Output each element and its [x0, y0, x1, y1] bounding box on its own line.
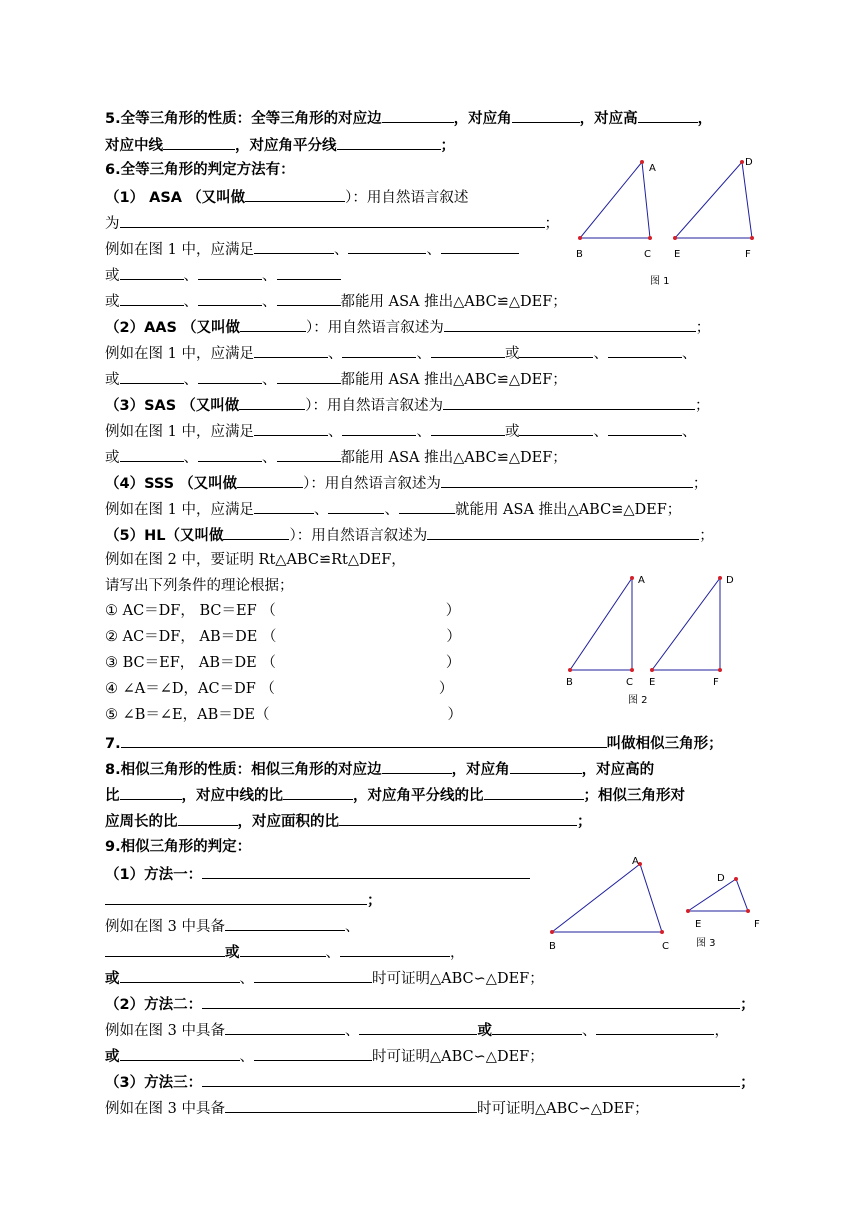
- blank[interactable]: [638, 107, 698, 123]
- q9-eg1b: [105, 941, 465, 963]
- text: 、: [183, 294, 198, 310]
- text: ）：用自然语言叙述为: [306, 320, 444, 336]
- text: 、: [239, 1049, 254, 1065]
- triangle-def: [675, 162, 752, 238]
- q9-eg2: [105, 1019, 729, 1041]
- triangle-def: [652, 578, 720, 670]
- blank[interactable]: [202, 1071, 740, 1087]
- blank[interactable]: [596, 1019, 714, 1035]
- text: 、: [593, 346, 608, 362]
- text: ⑤ ∠B＝∠E，AB＝DE（: [105, 707, 270, 723]
- blank[interactable]: [399, 498, 455, 514]
- text: 例如在图 1 中，应满足: [105, 502, 254, 518]
- label-b: B: [576, 249, 583, 260]
- label-e: E: [649, 677, 656, 688]
- text: ，对应面积的比: [237, 814, 339, 830]
- text: ）: [445, 655, 461, 671]
- q5-text: 5.全等三角形的性质：全等三角形的对应边: [105, 111, 382, 127]
- text: 例如在图 3 中具备: [105, 1023, 225, 1039]
- hl-eg: 例如在图 2 中，要证明 Rt△ABC≌Rt△DEF，: [105, 552, 406, 568]
- blank[interactable]: [382, 758, 452, 774]
- blank[interactable]: [105, 941, 225, 957]
- blank[interactable]: [121, 732, 607, 748]
- text: 、: [313, 502, 329, 518]
- text: 例如在图 1 中，应满足: [105, 346, 254, 362]
- text: 时可证明△ABC∽△DEF；: [476, 1101, 649, 1117]
- text: ；相似三角形对: [583, 788, 685, 804]
- text: 或: [105, 450, 120, 466]
- text: 8.相似三角形的性质：相似三角形的对应边: [105, 762, 382, 778]
- text: 、: [344, 1023, 360, 1039]
- blank[interactable]: [239, 394, 305, 410]
- text: 、: [183, 450, 198, 466]
- text: ；: [544, 216, 559, 232]
- text: 、: [416, 424, 431, 440]
- text: ）：用自然语言叙述为: [305, 398, 443, 414]
- text: ）: [445, 603, 461, 619]
- text: 、: [262, 450, 277, 466]
- figure-1: [570, 150, 770, 290]
- text: ）：用自然语言叙述为: [303, 476, 441, 492]
- asa-or2: [105, 290, 567, 312]
- label-f: F: [754, 919, 760, 930]
- text: 例如在图 3 中具备: [105, 919, 225, 935]
- blank[interactable]: [342, 420, 416, 436]
- text: 就能用 ASA 推出△ABC≌△DEF；: [454, 502, 682, 518]
- blank[interactable]: [254, 420, 328, 436]
- figure-3-caption: 图 3: [696, 938, 716, 949]
- blank[interactable]: [198, 290, 262, 306]
- label-c: C: [626, 677, 633, 688]
- blank[interactable]: [120, 967, 240, 983]
- blank[interactable]: [225, 1019, 345, 1035]
- label-a: A: [638, 575, 645, 586]
- blank[interactable]: [340, 941, 450, 957]
- label-e: E: [674, 249, 681, 260]
- sss-line: [105, 472, 707, 494]
- blank[interactable]: [202, 863, 530, 879]
- q8-line2: [105, 784, 685, 806]
- sas-or: [105, 446, 567, 468]
- blank[interactable]: [283, 784, 353, 800]
- text: 叫做相似三角形；: [606, 736, 723, 752]
- q5-text: ，对应高: [579, 111, 638, 127]
- text: 、: [384, 502, 399, 518]
- blank[interactable]: [519, 342, 593, 358]
- aas-line: [105, 316, 710, 338]
- text: 或: [105, 372, 120, 388]
- text: 、: [333, 242, 349, 258]
- m2-label: （2）方法二：: [105, 997, 203, 1013]
- text: 或: [504, 424, 520, 440]
- blank[interactable]: [512, 107, 580, 123]
- text: 为: [105, 216, 120, 232]
- q9-m1: [105, 863, 530, 885]
- hl-cond-2: [105, 627, 461, 647]
- text: 都能用 ASA 推出△ABC≌△DEF；: [340, 294, 567, 310]
- text: ）: [447, 707, 462, 723]
- blank[interactable]: [223, 524, 289, 540]
- hl-line: [105, 524, 714, 546]
- blank[interactable]: [608, 342, 682, 358]
- q5-text: 对应中线: [105, 138, 163, 154]
- text: 、: [325, 945, 340, 961]
- blank[interactable]: [339, 810, 577, 826]
- text: 、: [183, 268, 198, 284]
- m1-label: （1）方法一：: [105, 867, 203, 883]
- q9-eg1: [105, 915, 359, 937]
- text: ；: [577, 814, 592, 830]
- blank[interactable]: [198, 368, 262, 384]
- blank[interactable]: [254, 498, 314, 514]
- text: 、: [262, 372, 277, 388]
- text: 、: [426, 242, 441, 258]
- blank[interactable]: [225, 915, 345, 931]
- blank[interactable]: [120, 264, 184, 280]
- sas-eg: [105, 420, 696, 442]
- text: 、: [344, 919, 360, 935]
- q8-line3: [105, 810, 592, 832]
- text: 、: [681, 346, 697, 362]
- q5-text: ，对应角: [453, 111, 512, 127]
- blank[interactable]: [484, 784, 584, 800]
- triangle-abc: [552, 864, 662, 932]
- blank[interactable]: [337, 134, 441, 150]
- blank[interactable]: [163, 134, 235, 150]
- sas-line: [105, 394, 710, 416]
- triangle-abc: [570, 578, 632, 670]
- text: ）: [446, 629, 461, 645]
- text: 或: [225, 945, 240, 961]
- hl-cond-4: [105, 679, 453, 699]
- text: ① AC＝DF， BC＝EF （: [105, 603, 276, 619]
- aas-label: （2）AAS （又叫做: [105, 320, 241, 336]
- text: 、: [262, 294, 277, 310]
- label-b: B: [566, 677, 573, 688]
- text: 时可证明△ABC∽△DEF；: [372, 971, 544, 987]
- asa-line: [105, 186, 468, 208]
- text: ，对应中线的比: [181, 788, 283, 804]
- label-c: C: [644, 249, 651, 260]
- label-a: A: [649, 163, 656, 174]
- text: 或: [504, 346, 520, 362]
- blank[interactable]: [431, 342, 505, 358]
- text: ；: [695, 398, 710, 414]
- blank[interactable]: [348, 238, 426, 254]
- hl-cond-3: [105, 653, 460, 673]
- blank[interactable]: [237, 472, 303, 488]
- label-d: D: [717, 873, 725, 884]
- blank[interactable]: [240, 316, 306, 332]
- blank[interactable]: [178, 810, 238, 826]
- text: ② AC＝DF， AB＝DE （: [105, 629, 277, 645]
- blank[interactable]: [120, 446, 184, 462]
- q9-m2: [105, 993, 755, 1015]
- blank[interactable]: [225, 1097, 477, 1113]
- blank[interactable]: [443, 394, 695, 410]
- label-b: B: [549, 941, 556, 952]
- aas-or: [105, 368, 567, 390]
- asa-line2: [105, 212, 559, 234]
- q8-line1: [105, 758, 654, 780]
- blank[interactable]: [202, 993, 740, 1009]
- blank[interactable]: [120, 212, 545, 228]
- text: ；: [692, 476, 708, 492]
- blank[interactable]: [254, 342, 328, 358]
- asa-or1: [105, 264, 341, 286]
- blank[interactable]: [120, 784, 182, 800]
- text: ；: [740, 1075, 755, 1091]
- blank[interactable]: [240, 941, 326, 957]
- sas-label: （3）SAS （又叫做: [105, 398, 240, 414]
- text: 比: [105, 788, 120, 804]
- hl-ask: 请写出下列条件的理论根据；: [105, 578, 294, 594]
- asa-label: （1） ASA （又叫做: [105, 190, 246, 206]
- hl-label: （5）HL（又叫做: [105, 528, 224, 544]
- blank[interactable]: [277, 446, 341, 462]
- text: ；: [740, 997, 755, 1013]
- text: 应周长的比: [105, 814, 178, 830]
- q9-m1b: [105, 889, 382, 911]
- q5-line2: [105, 134, 455, 156]
- blank[interactable]: [427, 524, 699, 540]
- q9-eg3: [105, 1097, 649, 1119]
- blank[interactable]: [492, 1019, 582, 1035]
- label-d: D: [726, 575, 734, 586]
- text: 都能用 ASA 推出△ABC≌△DEF；: [340, 372, 567, 388]
- aas-eg: [105, 342, 696, 364]
- blank[interactable]: [328, 498, 384, 514]
- figure-2: [560, 570, 750, 710]
- blank[interactable]: [254, 1045, 372, 1061]
- blank[interactable]: [277, 290, 341, 306]
- blank[interactable]: [120, 368, 184, 384]
- sss-label: （4）SSS （又叫做: [105, 476, 238, 492]
- q9-eg1c: [105, 967, 544, 989]
- text: ，对应角: [451, 762, 510, 778]
- label-d: D: [745, 157, 753, 168]
- blank[interactable]: [105, 889, 367, 905]
- blank[interactable]: [444, 316, 696, 332]
- triangle-abc: [580, 162, 650, 238]
- label-a: A: [632, 856, 639, 867]
- q5-line1: [105, 107, 712, 129]
- text: 7.: [105, 736, 121, 752]
- blank[interactable]: [519, 420, 593, 436]
- q6-title: 6.全等三角形的判定方法有：: [105, 162, 295, 178]
- text: 、: [262, 268, 277, 284]
- text: ，: [714, 1023, 729, 1039]
- text: ）：用自然语言叙述为: [289, 528, 428, 544]
- q9-title: 9.相似三角形的判定：: [105, 839, 252, 855]
- label-c: C: [662, 941, 669, 952]
- text: 或: [105, 268, 120, 284]
- blank[interactable]: [342, 342, 416, 358]
- text: ；: [695, 320, 711, 336]
- blank[interactable]: [254, 967, 372, 983]
- q9-m3: [105, 1071, 755, 1093]
- text: 、: [327, 424, 343, 440]
- text: 或: [105, 971, 120, 987]
- figure-3: [540, 850, 770, 960]
- q5-text: ；: [440, 138, 455, 154]
- hl-cond-1: [105, 601, 460, 621]
- text: 、: [581, 1023, 597, 1039]
- text: ，对应角平分线的比: [353, 788, 484, 804]
- asa-text: ）：用自然语言叙述: [345, 190, 469, 206]
- text: ）: [438, 681, 454, 697]
- text: 、: [681, 424, 697, 440]
- m3-label: （3）方法三：: [105, 1075, 203, 1091]
- label-f: F: [745, 249, 751, 260]
- text: 、: [593, 424, 608, 440]
- text: ，: [450, 945, 465, 961]
- q9-eg2b: [105, 1045, 544, 1067]
- text: ，对应高的: [581, 762, 655, 778]
- blank[interactable]: [120, 290, 184, 306]
- text: 或: [105, 1049, 120, 1065]
- blank[interactable]: [441, 238, 519, 254]
- text: 或: [105, 294, 120, 310]
- q5-text: ，: [697, 111, 713, 127]
- figure-1-caption: 图 1: [650, 276, 670, 287]
- blank[interactable]: [277, 368, 341, 384]
- text: 都能用 ASA 推出△ABC≌△DEF；: [340, 450, 567, 466]
- text: 例如在图 3 中具备: [105, 1101, 225, 1117]
- blank[interactable]: [254, 238, 334, 254]
- text: 、: [183, 372, 198, 388]
- blank[interactable]: [359, 1019, 477, 1035]
- text: 时可证明△ABC∽△DEF；: [372, 1049, 544, 1065]
- hl-cond-5: [105, 705, 462, 725]
- q5-text: ，对应角平分线: [235, 138, 337, 154]
- sss-eg: [105, 498, 681, 520]
- blank[interactable]: [198, 446, 262, 462]
- text: ③ BC＝EF， AB＝DE （: [105, 655, 276, 671]
- blank[interactable]: [198, 264, 262, 280]
- text: 、: [327, 346, 343, 362]
- blank[interactable]: [382, 107, 454, 123]
- figure-2-caption: 图 2: [628, 695, 648, 706]
- text: ；: [699, 528, 714, 544]
- asa-eg: [105, 238, 519, 260]
- blank[interactable]: [277, 264, 341, 280]
- text: 或: [477, 1023, 492, 1039]
- label-e: E: [695, 919, 702, 930]
- text: 例如在图 1 中，应满足: [105, 242, 254, 258]
- text: 例如在图 1 中，应满足: [105, 424, 254, 440]
- blank[interactable]: [431, 420, 505, 436]
- blank[interactable]: [510, 758, 582, 774]
- label-f: F: [713, 677, 719, 688]
- blank[interactable]: [120, 1045, 240, 1061]
- blank[interactable]: [608, 420, 682, 436]
- blank[interactable]: [441, 472, 693, 488]
- q7-line: [105, 732, 723, 754]
- text: ④ ∠A＝∠D，AC＝DF （: [105, 681, 275, 697]
- text: ；: [367, 893, 382, 909]
- text: 、: [416, 346, 431, 362]
- blank[interactable]: [245, 186, 345, 202]
- text: 、: [239, 971, 254, 987]
